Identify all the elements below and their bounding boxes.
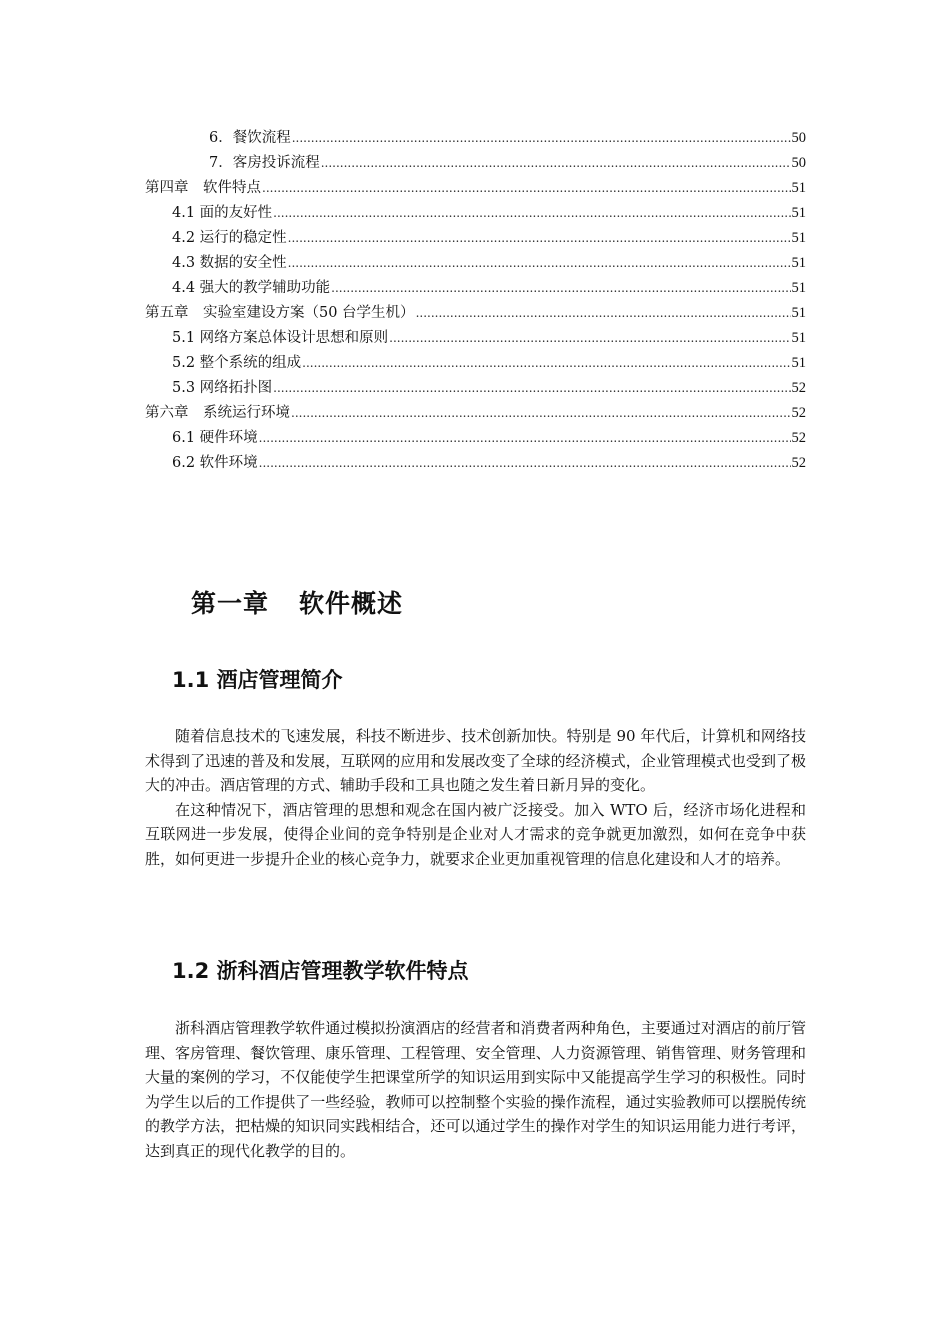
toc-entry-title: 4.3 数据的安全性 — [172, 255, 287, 271]
chapter-heading — [191, 584, 403, 620]
toc-leader-dots — [291, 401, 791, 426]
toc-entry-page: 51 — [791, 230, 806, 246]
toc-entry-title: 第四章 软件特点 — [145, 180, 261, 196]
toc-leader-dots — [292, 126, 791, 151]
toc-entry-page: 51 — [791, 180, 806, 196]
chapter-label: 第一章 — [191, 589, 270, 618]
table-of-contents — [145, 126, 806, 476]
toc-leader-dots — [259, 451, 791, 476]
toc-entry-page: 51 — [791, 330, 806, 346]
toc-entry-title: 第六章 系统运行环境 — [145, 405, 290, 421]
toc-entry-page: 51 — [791, 255, 806, 271]
toc-entry-title: 第五章 实验室建设方案（50 台学生机） — [145, 305, 415, 321]
toc-leader-dots — [389, 326, 790, 351]
toc-entry-title: 4.2 运行的稳定性 — [172, 230, 287, 246]
toc-entry-page: 51 — [791, 305, 806, 321]
toc-leader-dots — [262, 176, 791, 201]
toc-entry-title: 5.1 网络方案总体设计思想和原则 — [172, 330, 389, 346]
paragraph: 随着信息技术的飞速发展，科技不断进步、技术创新加快。特别是 90 年代后，计算机和网络技术得到了迅速的普及和发展，互联网的应用和发展改变了全球的经济模式，企业管理模式也受到了极大的冲击。酒店管理的方式、辅助手段和工具也随之发生着日新月异的变化。 — [145, 727, 806, 794]
toc-entry[interactable] — [145, 276, 806, 301]
toc-entry[interactable] — [145, 401, 806, 426]
toc-leader-dots — [331, 276, 790, 301]
toc-leader-dots — [288, 251, 791, 276]
toc-entry-title: 4.1 面的友好性 — [172, 205, 273, 221]
section-body — [145, 1016, 806, 1163]
toc-entry[interactable] — [145, 251, 806, 276]
paragraph: 浙科酒店管理教学软件通过模拟扮演酒店的经营者和消费者两种角色，主要通过对酒店的前厅管理、客房管理、餐饮管理、康乐管理、工程管理、安全管理、人力资源管理、销售管理、财务管理和大量的案例的学习，不仅能使学生把课堂所学的知识运用到实际中又能提高学生学习的积极性。同时为学生以后的工作提供了一些经验，教师可以控制整个实验的操作流程，通过实验教师可以摆脱传统的教学方法，把枯燥的知识同实践相结合，还可以通过学生的操作对学生的知识运用能力进行考评，达到真正的现代化教学的目的。 — [145, 1019, 806, 1160]
toc-entry-page: 52 — [791, 430, 806, 446]
toc-entry-page: 52 — [791, 455, 806, 471]
toc-entry-title: 5.3 网络拓扑图 — [172, 380, 273, 396]
toc-leader-dots — [259, 426, 791, 451]
toc-leader-dots — [288, 226, 791, 251]
toc-entry[interactable] — [145, 126, 806, 151]
toc-entry-page: 51 — [791, 205, 806, 221]
toc-entry-page: 50 — [791, 130, 806, 146]
toc-leader-dots — [302, 351, 790, 376]
toc-entry-page: 52 — [791, 405, 806, 421]
toc-leader-dots — [321, 151, 791, 176]
toc-entry[interactable] — [145, 201, 806, 226]
toc-entry-page: 50 — [791, 155, 806, 171]
toc-entry-title: 6.2 软件环境 — [172, 455, 258, 471]
toc-entry-page: 52 — [791, 380, 806, 396]
toc-entry[interactable] — [145, 226, 806, 251]
chapter-title: 软件概述 — [299, 589, 404, 618]
paragraph: 在这种情况下，酒店管理的思想和观念在国内被广泛接受。加入 WTO 后，经济市场化进程和互联网进一步发展，使得企业间的竞争特别是企业对人才需求的竞争就更加激烈，如何在竞争中获胜，如何更进一步提升企业的核心竞争力，就要求企业更加重视管理的信息化建设和人才的培养。 — [145, 800, 806, 868]
section-body — [145, 724, 806, 871]
toc-entry-title: 6．餐饮流程 — [209, 130, 291, 146]
toc-entry-title: 6.1 硬件环境 — [172, 430, 258, 446]
toc-entry-title: 4.4 强大的教学辅助功能 — [172, 280, 331, 296]
toc-leader-dots — [416, 301, 791, 326]
toc-entry[interactable] — [145, 301, 806, 326]
toc-entry-title: 7．客房投诉流程 — [209, 155, 320, 171]
toc-entry-page: 51 — [791, 355, 806, 371]
toc-entry[interactable] — [145, 426, 806, 451]
toc-entry[interactable] — [145, 451, 806, 476]
toc-entry[interactable] — [145, 151, 806, 176]
toc-entry-page: 51 — [791, 280, 806, 296]
section-heading: 1.2 浙科酒店管理教学软件特点 — [172, 959, 469, 983]
section-heading: 1.1 酒店管理简介 — [172, 668, 343, 692]
toc-leader-dots — [273, 376, 790, 401]
toc-entry[interactable] — [145, 176, 806, 201]
toc-leader-dots — [273, 201, 790, 226]
toc-entry[interactable] — [145, 326, 806, 351]
toc-entry-title: 5.2 整个系统的组成 — [172, 355, 302, 371]
toc-entry[interactable] — [145, 376, 806, 401]
toc-entry[interactable] — [145, 351, 806, 376]
